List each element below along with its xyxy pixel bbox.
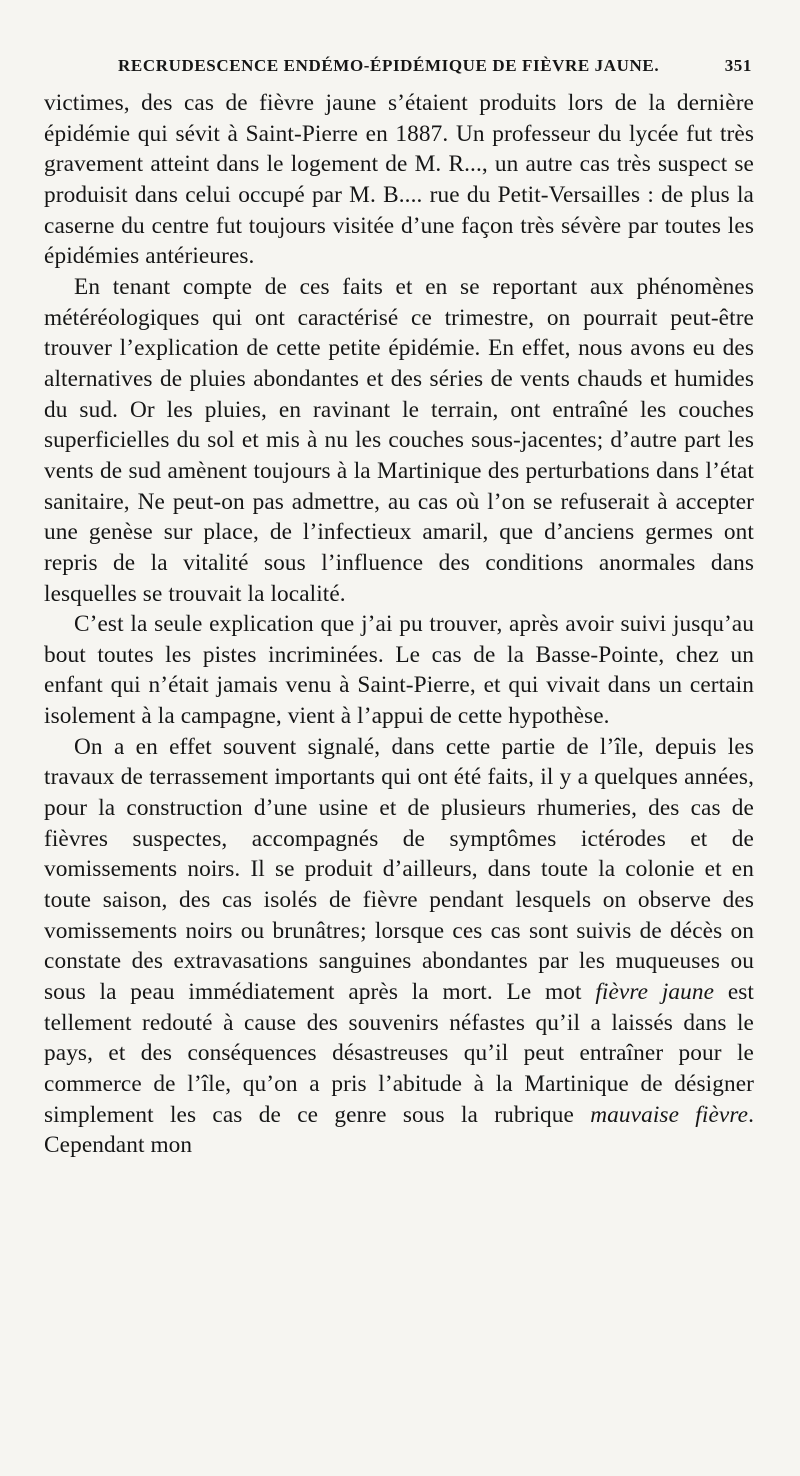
paragraph-4-text-b: est tellement redouté à cause des souvenirs néfastes qu’il a laissés dans le pays, et des conséquences désastreuses qu’il peut entraîner pour le commerce de l’île, qu’on a pris l’abitude à la Martinique de désigner simplement les cas de ce genre sous la rubrique	[44, 979, 755, 1128]
page-number: 351	[724, 56, 752, 75]
italic-term-fievre-jaune: fièvre jaune	[595, 979, 715, 1006]
paragraph-3: C’est la seule explication que j’ai pu trouver, après avoir suivi jusqu’au bout toutes les pistes incriminées. Le cas de la Basse-Pointe, chez un enfant qui n’était jamais venu à Saint-Pierre, et qui vivait dans un certain isolement à la campagne, vient à l’appui de cette hypothèse.	[44, 611, 754, 730]
running-head	[44, 52, 754, 82]
running-title: RECRUDESCENCE ENDÉMO-ÉPIDÉMIQUE DE FIÈVRE JAUNE.	[118, 56, 660, 75]
paragraph-4-text-a: On a en effet souvent signalé, dans cette partie de l’île, depuis les travaux de terrassement importants qui ont été faits, il y a quelques années, pour la construction d’une usine et de plusieurs rhumeries, des cas de fièvres suspectes, accompagnés de symptômes ictérodes et de vomissements noirs. Il se produit d’ailleurs, dans toute la colonie et en toute saison, des cas isolés de fièvre pendant lesquels on observe des vomissements noirs ou brunâtres; lorsque ces cas sont suivis de décès on constate des extravasations sanguines abondantes par les muqueuses ou sous la peau immédiatement après la mort. Le mot	[44, 733, 754, 1006]
paragraph-4-text-c: . Cependant mon	[44, 1101, 754, 1159]
paragraph-1: victimes, des cas de fièvre jaune s’étaient produits lors de la dernière épidémie qui sévit à Saint-Pierre en 1887. Un professeur du lycée fut très gravement atteint dans le logement de M. R..., un autre cas très suspect se produisit dans celui occupé par M. B.... rue du Petit-Versailles : de plus la caserne du centre fut toujours visitée d’une façon très sévère par toutes les épidémies antérieures.	[44, 90, 754, 270]
body-text	[44, 88, 754, 1161]
italic-term-mauvaise-fievre: mauvaise fièvre	[590, 1101, 749, 1128]
paragraph-2: En tenant compte de ces faits et en se reportant aux phénomènes météréologiques qui ont caractérisé ce trimestre, on pourrait peut-être trouver l’explication de cette petite épidémie. En effet, nous avons eu des alternatives de pluies abondantes et des séries de vents chauds et humides du sud. Or les pluies, en ravinant le terrain, ont entraîné les couches superficielles du sol et mis à nu les couches sous-jacentes; d’autre part les vents de sud amènent toujours à la Martinique des perturbations dans l’état sanitaire, Ne peut-on pas admettre, au cas où l’on se refuserait à accepter une genèse sur place, de l’infectieux amaril, que d’anciens germes ont repris de la vitalité sous l’influence des conditions anormales dans lesquelles se trouvait la localité.	[44, 273, 754, 607]
paragraph-4	[44, 732, 754, 1161]
